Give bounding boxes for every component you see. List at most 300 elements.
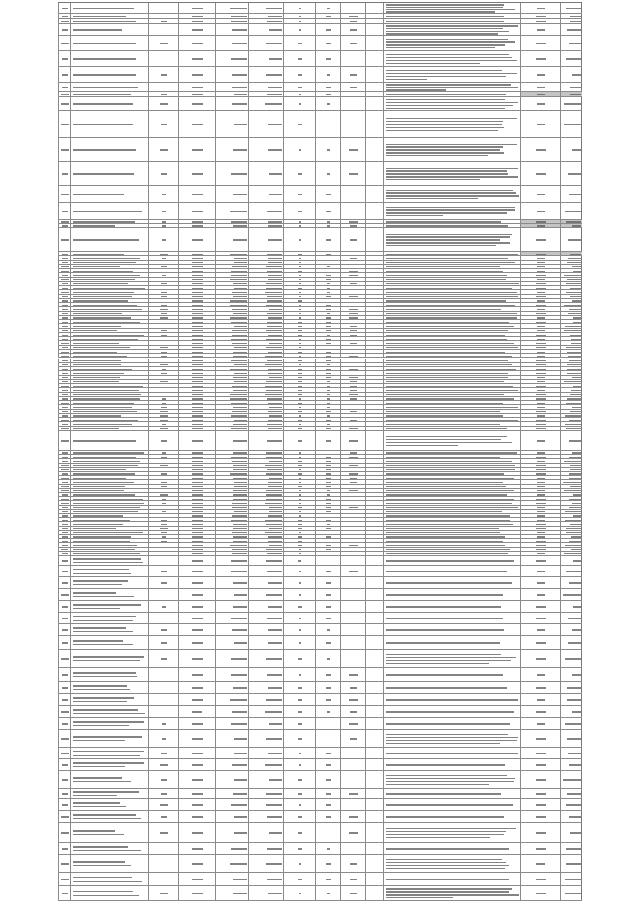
table-cell: [340, 186, 365, 202]
table-cell: [178, 273, 215, 276]
table-cell: [283, 476, 315, 479]
table-cell: [215, 278, 248, 281]
table-cell: [560, 493, 582, 496]
illegible-text: [386, 212, 507, 213]
table-cell: [283, 518, 315, 521]
illegible-text: [73, 762, 144, 763]
table-cell: [520, 886, 560, 900]
illegible-text: [326, 457, 331, 458]
table-cell: [340, 543, 365, 546]
illegible-text: [73, 386, 143, 387]
illegible-text: [298, 386, 302, 387]
table-cell: [315, 535, 340, 538]
illegible-text: [162, 258, 166, 259]
table-cell: [70, 514, 148, 517]
illegible-text: [73, 627, 126, 628]
table-cell: [148, 307, 178, 310]
table-row: [58, 431, 582, 451]
table-cell: [178, 376, 215, 379]
table-cell: [178, 320, 215, 323]
table-cell: [340, 371, 365, 374]
illegible-text: [570, 486, 581, 487]
table-cell: [315, 624, 340, 635]
illegible-text: [569, 43, 581, 44]
table-cell: [58, 636, 70, 649]
table-cell: [365, 371, 383, 374]
illegible-text: [299, 457, 302, 458]
table-cell: [560, 414, 582, 417]
table-cell: [248, 282, 283, 285]
illegible-text: [386, 571, 507, 572]
illegible-text: [161, 532, 166, 533]
table-cell: [315, 278, 340, 281]
illegible-text: [570, 411, 581, 412]
illegible-text: [537, 300, 545, 301]
table-cell: [383, 333, 520, 336]
table-cell: [315, 476, 340, 479]
illegible-text: [326, 279, 330, 280]
table-cell: [283, 748, 315, 758]
illegible-text: [386, 87, 518, 88]
table-cell: [178, 748, 215, 758]
table-cell: [215, 451, 248, 454]
illegible-text: [233, 490, 247, 491]
illegible-text: [298, 545, 301, 546]
illegible-text: [326, 29, 331, 30]
illegible-text: [73, 43, 136, 44]
table-cell: [178, 51, 215, 66]
illegible-text: [298, 507, 302, 508]
table-row: [58, 811, 582, 823]
table-cell: [315, 427, 340, 430]
table-cell: [148, 501, 178, 504]
illegible-text: [73, 317, 131, 318]
table-cell: [520, 464, 560, 467]
illegible-text: [326, 373, 331, 374]
illegible-text: [326, 339, 331, 340]
illegible-text: [268, 221, 282, 222]
table-cell: [248, 501, 283, 504]
table-cell: [148, 886, 178, 900]
illegible-text: [62, 618, 68, 619]
table-row: [58, 577, 582, 589]
illegible-text: [386, 764, 505, 765]
illegible-text: [232, 515, 247, 516]
table-cell: [283, 789, 315, 798]
illegible-text: [298, 373, 302, 374]
table-cell: [70, 535, 148, 538]
illegible-text: [386, 753, 518, 754]
table-cell: [560, 759, 582, 770]
table-cell: [520, 278, 560, 281]
table-cell: [340, 350, 365, 353]
table-cell: [58, 556, 70, 565]
illegible-text: [386, 828, 516, 829]
table-cell: [148, 346, 178, 349]
table-row: [58, 886, 582, 901]
illegible-text: [234, 816, 247, 817]
illegible-text: [62, 335, 69, 336]
illegible-text: [566, 403, 581, 404]
illegible-text: [349, 275, 357, 276]
table-cell: [520, 843, 560, 854]
illegible-text: [162, 503, 166, 504]
table-cell: [70, 510, 148, 513]
illegible-text: [386, 198, 478, 199]
illegible-text: [386, 848, 509, 849]
table-row: [58, 162, 582, 186]
table-cell: [248, 14, 283, 18]
illegible-text: [536, 221, 546, 222]
table-cell: [215, 220, 248, 223]
table-cell: [560, 401, 582, 404]
illegible-text: [564, 553, 581, 554]
illegible-text: [73, 482, 134, 483]
illegible-text: [234, 124, 247, 125]
table-cell: [70, 97, 148, 110]
illegible-text: [192, 347, 204, 348]
illegible-text: [230, 254, 247, 255]
illegible-text: [386, 687, 507, 688]
illegible-text: [386, 831, 506, 832]
illegible-text: [62, 848, 67, 849]
illegible-text: [73, 725, 129, 726]
illegible-text: [265, 292, 282, 293]
illegible-text: [61, 486, 69, 487]
illegible-text: [537, 520, 546, 521]
table-cell: [383, 252, 520, 255]
table-cell: [283, 337, 315, 340]
table-cell: [215, 397, 248, 400]
table-cell: [58, 220, 70, 223]
table-cell: [520, 552, 560, 555]
table-cell: [340, 203, 365, 219]
table-cell: [178, 418, 215, 421]
table-cell: [560, 376, 582, 379]
illegible-text: [230, 305, 247, 306]
illegible-text: [537, 594, 545, 595]
illegible-text: [62, 313, 67, 314]
table-cell: [520, 401, 560, 404]
table-row: [58, 873, 582, 886]
table-cell: [178, 401, 215, 404]
table-cell: [178, 497, 215, 500]
table-cell: [148, 380, 178, 383]
illegible-text: [62, 74, 68, 75]
illegible-text: [386, 403, 503, 404]
table-cell: [520, 14, 560, 18]
table-cell: [178, 295, 215, 298]
table-cell: [520, 485, 560, 488]
table-cell: [215, 14, 248, 18]
illegible-text: [386, 57, 512, 58]
table-cell: [58, 548, 70, 551]
illegible-text: [62, 398, 69, 399]
table-cell: [383, 730, 520, 747]
table-cell: [178, 650, 215, 667]
illegible-text: [386, 511, 502, 512]
table-cell: [248, 346, 283, 349]
table-cell: [215, 354, 248, 357]
table-cell: [70, 24, 148, 35]
illegible-text: [230, 699, 247, 700]
table-cell: [340, 97, 365, 110]
table-cell: [248, 601, 283, 612]
illegible-text: [73, 584, 122, 585]
table-cell: [148, 186, 178, 202]
table-cell: [148, 624, 178, 635]
illegible-text: [537, 536, 545, 537]
table-cell: [340, 459, 365, 462]
illegible-text: [192, 279, 202, 280]
illegible-text: [62, 779, 68, 780]
table-cell: [383, 273, 520, 276]
illegible-text: [268, 582, 282, 583]
table-cell: [58, 694, 70, 705]
illegible-text: [160, 528, 167, 529]
table-cell: [315, 186, 340, 202]
table-cell: [365, 220, 383, 223]
illegible-text: [230, 211, 247, 212]
illegible-text: [536, 642, 545, 643]
table-cell: [248, 552, 283, 555]
illegible-text: [298, 848, 301, 849]
illegible-text: [268, 642, 282, 643]
illegible-text: [386, 743, 500, 744]
table-cell: [340, 601, 365, 612]
illegible-text: [232, 461, 247, 462]
table-row: [58, 613, 582, 624]
table-cell: [58, 111, 70, 137]
illegible-text: [61, 738, 69, 739]
illegible-text: [192, 642, 203, 643]
table-cell: [340, 811, 365, 822]
table-cell: [283, 522, 315, 525]
illegible-text: [298, 832, 302, 833]
illegible-text: [299, 225, 301, 226]
illegible-text: [573, 606, 581, 607]
table-cell: [148, 589, 178, 600]
table-cell: [283, 636, 315, 649]
illegible-text: [570, 94, 581, 95]
table-cell: [560, 278, 582, 281]
illegible-text: [350, 482, 357, 483]
table-cell: [178, 307, 215, 310]
illegible-text: [160, 309, 167, 310]
illegible-text: [349, 369, 357, 370]
table-cell: [70, 539, 148, 542]
illegible-text: [192, 381, 203, 382]
illegible-text: [267, 271, 282, 272]
illegible-text: [231, 658, 247, 659]
table-cell: [148, 220, 178, 223]
table-cell: [178, 506, 215, 509]
table-cell: [283, 220, 315, 223]
table-cell: [383, 855, 520, 872]
illegible-text: [569, 457, 581, 458]
table-cell: [58, 14, 70, 18]
table-cell: [340, 539, 365, 542]
illegible-text: [266, 738, 282, 739]
table-cell: [340, 24, 365, 35]
illegible-text: [192, 482, 203, 483]
illegible-text: [73, 461, 140, 462]
illegible-text: [192, 428, 203, 429]
illegible-text: [161, 296, 167, 297]
illegible-text: [267, 674, 282, 675]
table-cell: [383, 376, 520, 379]
illegible-text: [326, 879, 332, 880]
table-cell: [70, 566, 148, 576]
illegible-text: [386, 445, 458, 446]
table-cell: [340, 624, 365, 635]
table-cell: [365, 367, 383, 370]
illegible-text: [192, 103, 202, 104]
illegible-text: [73, 528, 116, 529]
table-cell: [215, 83, 248, 91]
illegible-text: [570, 832, 581, 833]
table-cell: [248, 418, 283, 421]
table-cell: [383, 682, 520, 693]
table-cell: [383, 290, 520, 293]
table-cell: [58, 489, 70, 492]
illegible-text: [536, 275, 545, 276]
table-cell: [520, 228, 560, 251]
illegible-text: [326, 804, 330, 805]
illegible-text: [266, 452, 282, 453]
illegible-text: [192, 503, 203, 504]
illegible-text: [62, 305, 68, 306]
table-cell: [315, 771, 340, 788]
illegible-text: [73, 553, 140, 554]
illegible-text: [269, 832, 282, 833]
table-cell: [248, 3, 283, 13]
illegible-text: [565, 520, 581, 521]
table-cell: [248, 811, 283, 822]
illegible-text: [569, 360, 581, 361]
table-cell: [283, 539, 315, 542]
table-cell: [215, 497, 248, 500]
illegible-text: [73, 356, 127, 357]
illegible-text: [233, 377, 247, 378]
table-cell: [248, 67, 283, 82]
table-cell: [70, 522, 148, 525]
illegible-text: [269, 377, 282, 378]
table-cell: [70, 501, 148, 504]
table-cell: [383, 510, 520, 513]
illegible-text: [62, 369, 69, 370]
table-cell: [70, 694, 148, 705]
illegible-text: [386, 360, 508, 361]
illegible-text: [73, 440, 136, 441]
table-cell: [520, 359, 560, 362]
table-cell: [365, 350, 383, 353]
table-cell: [340, 418, 365, 421]
table-cell: [58, 730, 70, 747]
illegible-text: [192, 658, 202, 659]
table-cell: [560, 427, 582, 430]
table-cell: [178, 886, 215, 900]
illegible-text: [326, 317, 331, 318]
illegible-text: [386, 618, 503, 619]
table-cell: [148, 455, 178, 458]
illegible-text: [162, 194, 166, 195]
illegible-text: [192, 398, 203, 399]
illegible-text: [298, 528, 302, 529]
table-cell: [70, 286, 148, 289]
table-cell: [248, 256, 283, 259]
table-cell: [315, 162, 340, 185]
table-cell: [520, 220, 560, 223]
illegible-text: [269, 194, 282, 195]
table-cell: [70, 518, 148, 521]
table-cell: [178, 203, 215, 219]
table-cell: [178, 455, 215, 458]
table-cell: [560, 367, 582, 370]
illegible-text: [570, 16, 581, 17]
illegible-text: [386, 149, 500, 150]
table-cell: [58, 668, 70, 681]
table-cell: [70, 873, 148, 885]
illegible-text: [61, 440, 68, 441]
table-cell: [248, 380, 283, 383]
illegible-text: [386, 469, 515, 470]
illegible-text: [192, 606, 203, 607]
table-cell: [148, 316, 178, 319]
illegible-text: [298, 658, 302, 659]
illegible-text: [349, 793, 358, 794]
illegible-text: [572, 266, 581, 267]
table-cell: [520, 694, 560, 705]
illegible-text: [73, 428, 119, 429]
illegible-text: [573, 494, 581, 495]
illegible-text: [267, 313, 282, 314]
illegible-text: [326, 482, 330, 483]
illegible-text: [192, 816, 203, 817]
table-cell: [283, 414, 315, 417]
table-cell: [340, 668, 365, 681]
table-cell: [148, 384, 178, 387]
table-cell: [178, 843, 215, 854]
table-cell: [248, 111, 283, 137]
illegible-text: [62, 296, 68, 297]
illegible-text: [386, 865, 509, 866]
illegible-text: [537, 440, 546, 441]
illegible-text: [73, 473, 135, 474]
illegible-text: [62, 58, 68, 59]
illegible-text: [569, 507, 581, 508]
illegible-text: [350, 478, 357, 479]
illegible-text: [563, 779, 581, 780]
table-cell: [148, 83, 178, 91]
illegible-text: [73, 411, 137, 412]
table-cell: [315, 539, 340, 542]
illegible-text: [73, 305, 137, 306]
table-cell: [520, 312, 560, 315]
illegible-text: [386, 292, 517, 293]
illegible-text: [233, 494, 247, 495]
table-cell: [248, 393, 283, 396]
illegible-text: [73, 149, 136, 150]
illegible-text: [570, 254, 581, 255]
table-cell: [315, 393, 340, 396]
illegible-text: [536, 428, 546, 429]
illegible-text: [231, 520, 247, 521]
illegible-text: [61, 266, 69, 267]
table-cell: [340, 566, 365, 576]
table-row: [58, 556, 582, 566]
illegible-text: [192, 221, 203, 222]
